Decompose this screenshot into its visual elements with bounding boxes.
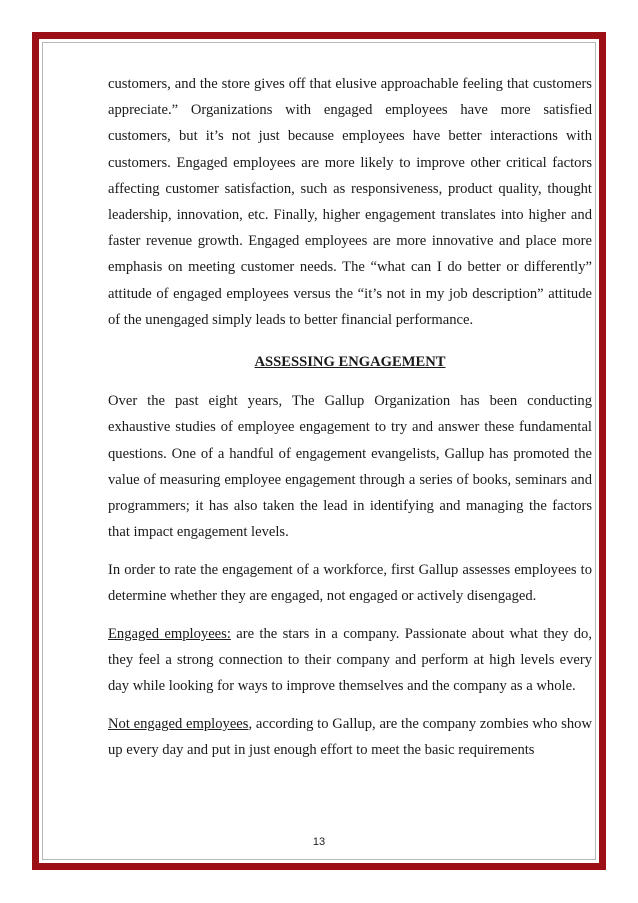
section-heading: ASSESSING ENGAGEMENT — [254, 354, 446, 371]
engaged-employees-term: Engaged employees: — [108, 625, 231, 642]
paragraph-rating-workforce: In order to rate the engagement of a workforce, first Gallup assesses employees to determine whether they are engaged, not engaged or actively disengaged. — [108, 561, 592, 605]
not-engaged-employees-text: , according to Gallup, are the company zombies who show up every day and put in just enough effort to meet the basic requirements — [108, 715, 592, 759]
engaged-employees-text: are the stars in a company. Passionate about what they do, they feel a strong connection to their company and perform at high levels every day while looking for ways to improve themselves and the company as a whole. — [108, 625, 593, 695]
not-engaged-employees-term: Not engaged employees — [108, 715, 249, 732]
page-number: 13 — [312, 836, 326, 848]
paragraph-gallup-studies: Over the past eight years, The Gallup Organization has been conducting exhaustive studies of employee engagement to try and answer these fundamental questions. One of a handful of engagement evangelists, Gallup has promoted the value of measuring employee engagement through a series of books, seminars and programmers; it has also taken the lead in identifying and managing the factors that impact engagement levels. — [108, 393, 592, 541]
paragraph-customers: customers, and the store gives off that elusive approachable feeling that customers appreciate.” Organizations with engaged employees have more satisfied customers, but it’s not just because employees have better interactions with customers. Engaged employees are more likely to improve other critical factors affecting customer satisfaction, such as responsiveness, product quality, thought leadership, innovation, etc. Finally, higher engagement translates into higher and faster revenue growth. Engaged employees are more innovative and place more emphasis on meeting customer needs. The “what can I do better or differently” attitude of engaged employees versus the “it’s not in my job description” attitude of the unengaged simply leads to better financial performance. — [108, 76, 592, 328]
paragraph-not-engaged-employees — [108, 711, 592, 763]
page-content — [108, 71, 592, 775]
paragraph-engaged-employees — [108, 621, 592, 700]
